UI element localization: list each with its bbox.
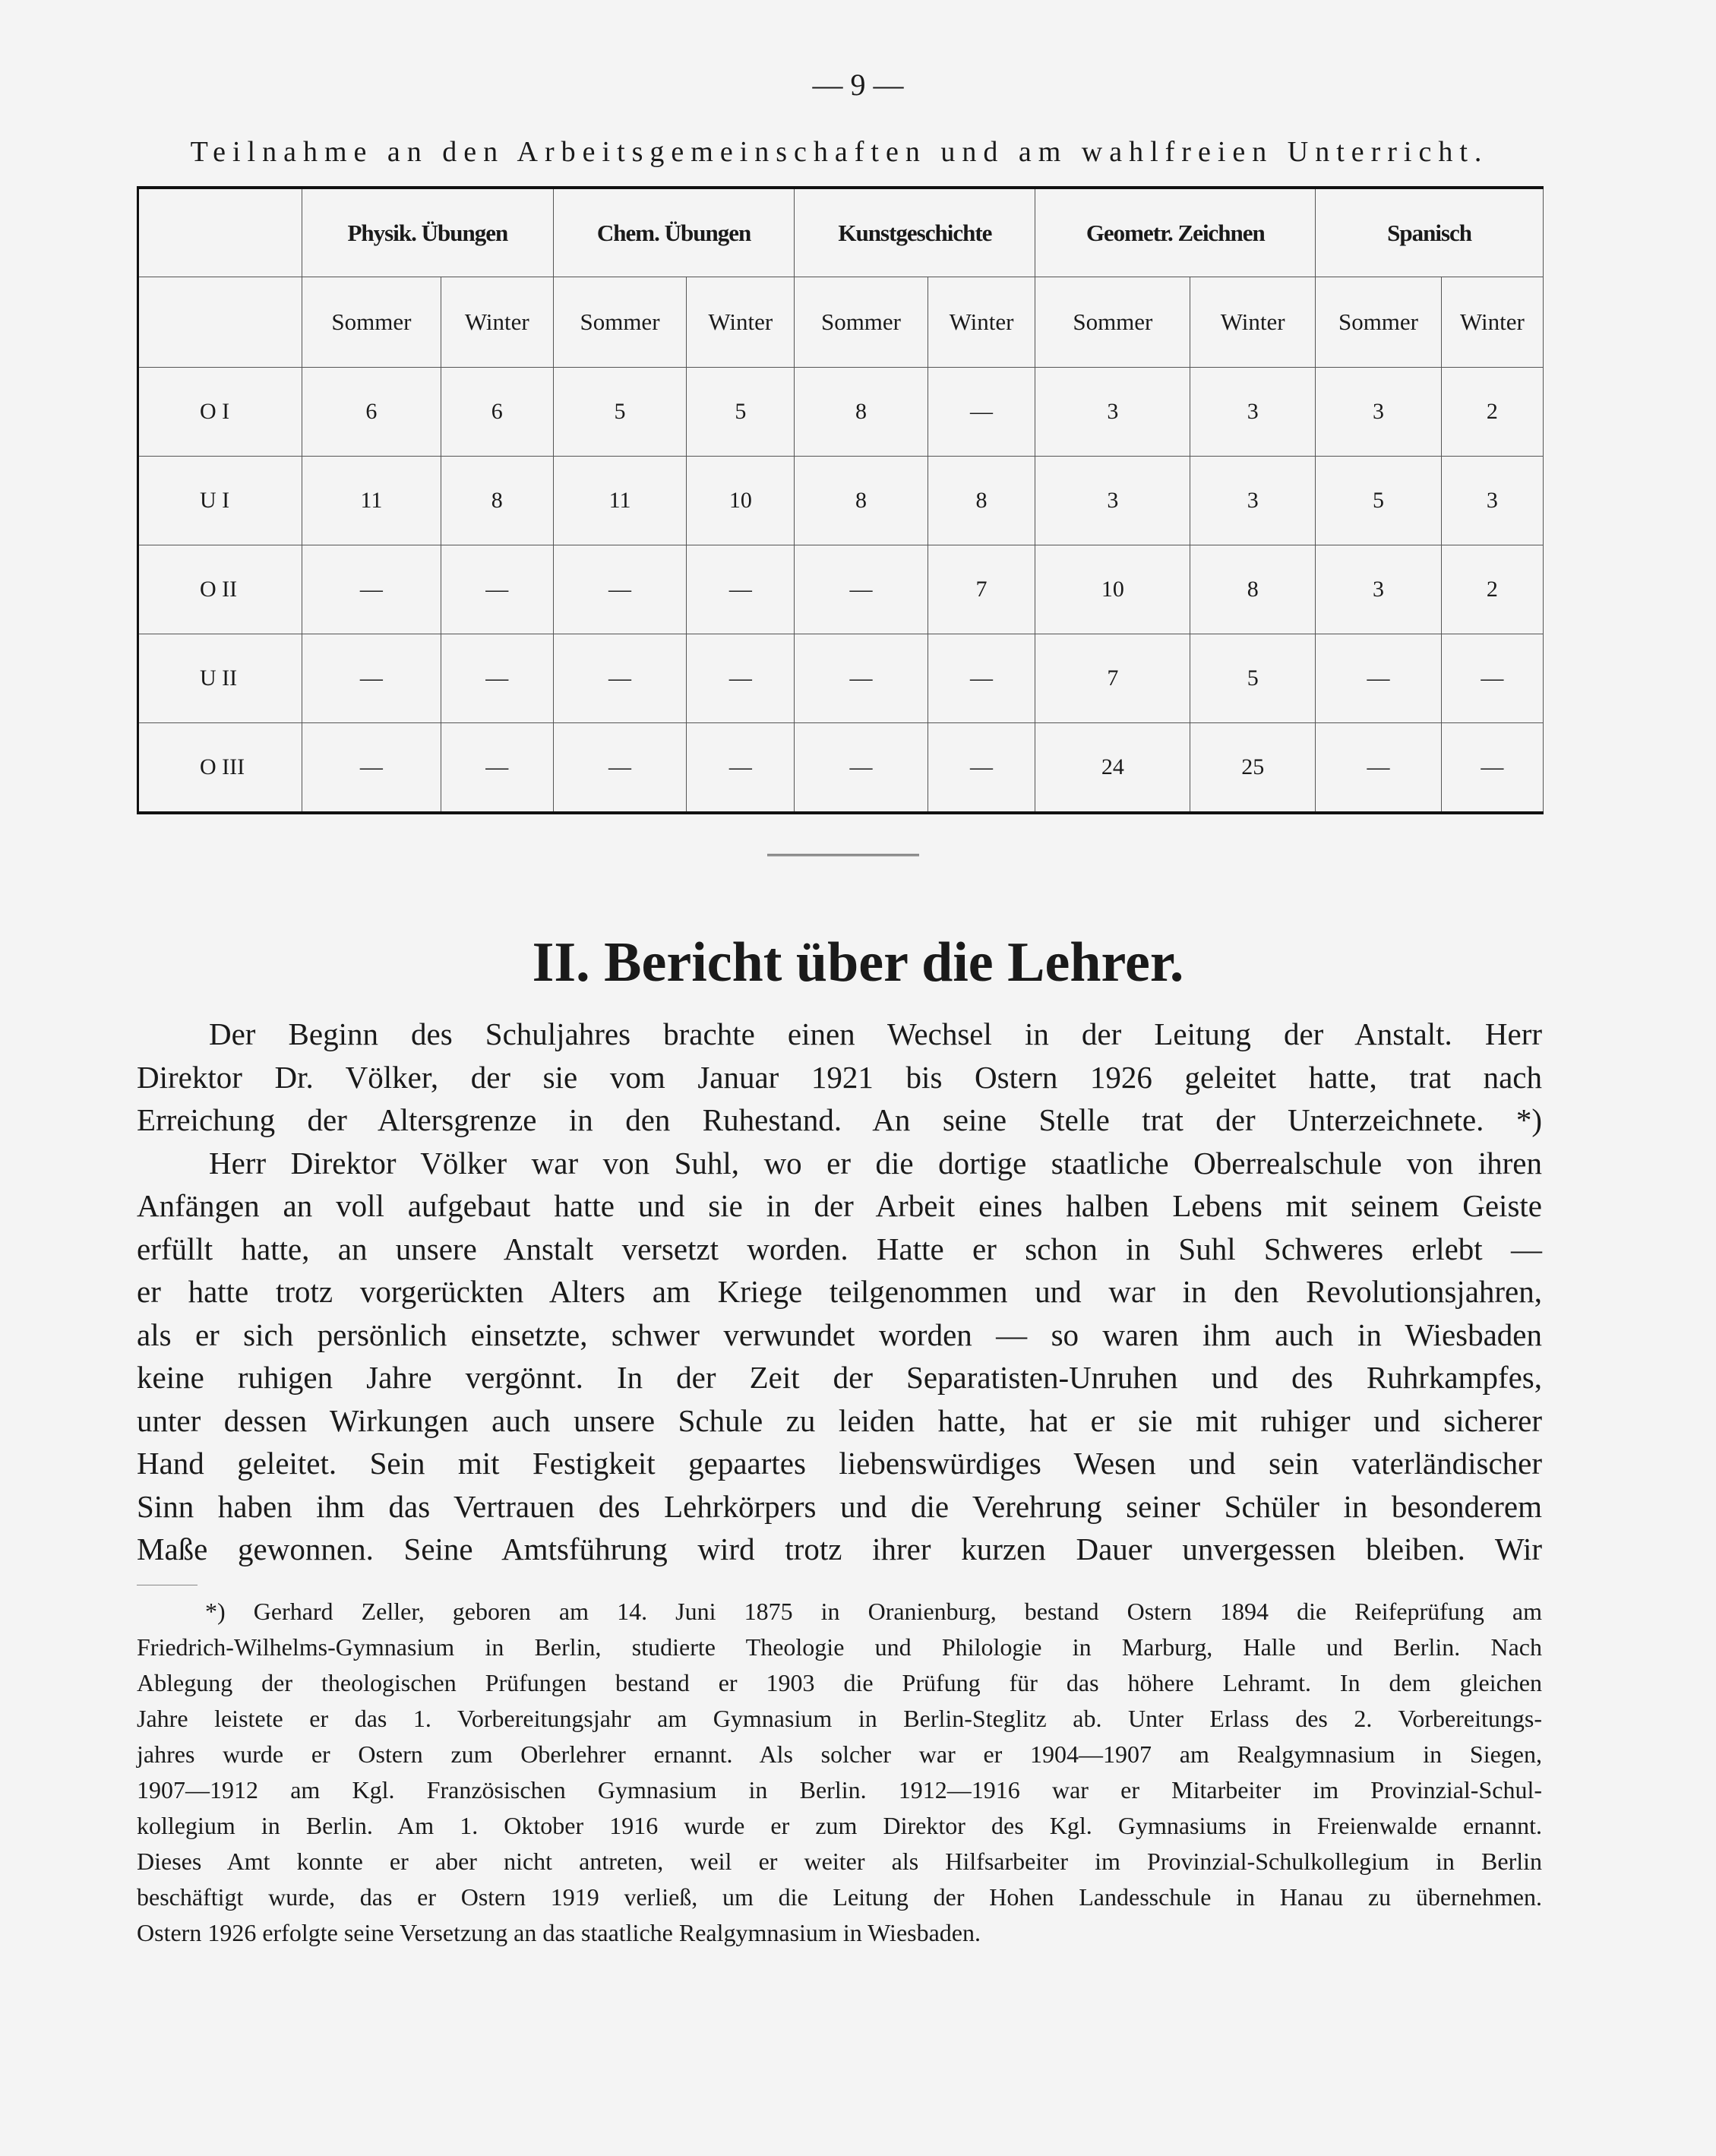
class-label: O III xyxy=(138,723,302,814)
table-row xyxy=(138,368,1544,457)
body-line-row xyxy=(137,1013,1542,1056)
header-row-subjects xyxy=(138,188,1544,277)
footnote-line: kollegium in Berlin. Am 1. Oktober 1916 wurde er zum Direktor des Kgl. Gymnasiums in Freienwalde ernannt. xyxy=(137,1812,1542,1839)
body-line: Direktor Dr. Völker, der sie vom Januar 1921 bis Ostern 1926 geleitet hatte, trat nach xyxy=(137,1059,1542,1095)
table-row xyxy=(138,723,1544,814)
table-row xyxy=(138,634,1544,723)
footnote-line: 1907—1912 am Kgl. Französischen Gymnasium in Berlin. 1912—1916 war er Mitarbeiter im Provinzial-Schul- xyxy=(137,1776,1542,1804)
body-text xyxy=(137,1013,1542,1571)
value-cell: 3 xyxy=(1190,368,1316,457)
body-line-row xyxy=(137,1399,1542,1443)
body-line: Der Beginn des Schuljahres brachte einen Wechsel in der Leitung der Anstalt. Herr xyxy=(209,1016,1542,1051)
body-line-row xyxy=(137,1485,1542,1528)
body-line-row xyxy=(137,1442,1542,1485)
body-line: Sinn haben ihm das Vertrauen des Lehrkörpers und die Verehrung seiner Schüler in besonderem xyxy=(137,1488,1542,1524)
value-cell: 24 xyxy=(1035,723,1190,814)
class-label: U II xyxy=(138,634,302,723)
body-line-row xyxy=(137,1314,1542,1357)
footnote-line: Dieses Amt konnte er aber nicht antreten, weil er weiter als Hilfsarbeiter im Provinzial-Schulkollegium in Berlin xyxy=(137,1848,1542,1875)
value-cell: — xyxy=(795,634,928,723)
subject-header: Kunstgeschichte xyxy=(795,188,1035,277)
participation-table xyxy=(137,186,1544,814)
value-cell: — xyxy=(553,723,687,814)
body-line-row xyxy=(137,1228,1542,1271)
table-row xyxy=(138,457,1544,545)
value-cell: 8 xyxy=(795,368,928,457)
corner-cell xyxy=(138,188,302,277)
value-cell: 5 xyxy=(1316,457,1442,545)
value-cell: 8 xyxy=(795,457,928,545)
subject-header: Spanisch xyxy=(1316,188,1544,277)
body-line: er hatte trotz vorgerückten Alters am Kriege teilgenommen und war in den Revolutionsjahren, xyxy=(137,1274,1542,1309)
value-cell: — xyxy=(302,634,441,723)
value-cell: 8 xyxy=(928,457,1035,545)
footnote xyxy=(137,1594,1542,1951)
footnote-line: beschäftigt wurde, das er Ostern 1919 verließ, um die Leitung der Hohen Landesschule in Hanau zu übernehmen. xyxy=(137,1883,1542,1911)
body-line-row xyxy=(137,1356,1542,1399)
value-cell: 3 xyxy=(1035,368,1190,457)
value-cell: — xyxy=(795,545,928,634)
body-line-row xyxy=(137,1528,1542,1571)
value-cell: — xyxy=(1441,723,1543,814)
body-line: erfüllt hatte, an unsere Anstalt versetzt worden. Hatte er schon in Suhl Schweres erlebt — xyxy=(137,1231,1542,1266)
value-cell: — xyxy=(553,545,687,634)
page-number: — 9 — xyxy=(812,68,904,102)
body-line: Maße gewonnen. Seine Amtsführung wird trotz ihrer kurzen Dauer unvergessen bleiben. Wir xyxy=(137,1532,1542,1566)
section-divider xyxy=(767,854,919,858)
value-cell: — xyxy=(1316,723,1442,814)
value-cell: 3 xyxy=(1035,457,1190,545)
footnote-line: Ostern 1926 erfolgte seine Versetzung an das staatliche Realgymnasium in Wiesbaden. xyxy=(137,1919,981,1946)
value-cell: — xyxy=(553,634,687,723)
value-cell: — xyxy=(687,723,795,814)
subject-header: Physik. Übungen xyxy=(302,188,554,277)
footnote-line: *) Gerhard Zeller, geboren am 14. Juni 1875 in Oranienburg, bestand Ostern 1894 die Reifeprüfung am xyxy=(205,1598,1542,1625)
body-line-row xyxy=(137,1056,1542,1099)
footnote-line: Friedrich-Wilhelms-Gymnasium in Berlin, studierte Theologie und Philologie in Marburg, Halle und Berlin. Nach xyxy=(137,1633,1542,1661)
term-header: Winter xyxy=(928,277,1035,368)
corner-cell xyxy=(138,277,302,368)
value-cell: 5 xyxy=(1190,634,1316,723)
header-row-terms xyxy=(138,277,1544,368)
footnote-line: Ablegung der theologischen Prüfungen bestand er 1903 die Prüfung für das höhere Lehramt. In dem gleichen xyxy=(137,1669,1542,1696)
term-header: Winter xyxy=(687,277,795,368)
value-cell: — xyxy=(928,723,1035,814)
value-cell: 25 xyxy=(1190,723,1316,814)
body-line: als er sich persönlich einsetzte, schwer verwundet worden — so waren ihm auch in Wiesbaden xyxy=(137,1317,1542,1352)
value-cell: — xyxy=(928,368,1035,457)
subject-header: Chem. Übungen xyxy=(553,188,795,277)
term-header: Winter xyxy=(1441,277,1543,368)
value-cell: — xyxy=(302,723,441,814)
body-line-row xyxy=(137,1184,1542,1228)
table-row xyxy=(138,545,1544,634)
value-cell: 11 xyxy=(302,457,441,545)
value-cell: 8 xyxy=(1190,545,1316,634)
value-cell: — xyxy=(687,634,795,723)
value-cell: 3 xyxy=(1190,457,1316,545)
value-cell: — xyxy=(302,545,441,634)
value-cell: 5 xyxy=(553,368,687,457)
term-header: Sommer xyxy=(553,277,687,368)
footnote-line: jahres wurde er Ostern zum Oberlehrer ernannt. Als solcher war er 1904—1907 am Realgymnasium in Siegen, xyxy=(137,1740,1542,1768)
term-header: Winter xyxy=(1190,277,1316,368)
value-cell: 6 xyxy=(302,368,441,457)
body-line: Hand geleitet. Sein mit Festigkeit gepaartes liebenswürdiges Wesen und sein vaterländischer xyxy=(137,1446,1542,1481)
value-cell: — xyxy=(928,634,1035,723)
body-line: Herr Direktor Völker war von Suhl, wo er die dortige staatliche Oberrealschule von ihren xyxy=(209,1145,1542,1181)
value-cell: 11 xyxy=(553,457,687,545)
subject-header: Geometr. Zeichnen xyxy=(1035,188,1316,277)
footnote-line: Jahre leistete er das 1. Vorbereitungsjahr am Gymnasium in Berlin-Steglitz ab. Unter Erlass des 2. Vorbereitungs- xyxy=(137,1705,1542,1732)
value-cell: 5 xyxy=(687,368,795,457)
value-cell: 6 xyxy=(441,368,553,457)
class-label: U I xyxy=(138,457,302,545)
body-line: Erreichung der Altersgrenze in den Ruhestand. An seine Stelle trat der Unterzeichnete. *) xyxy=(137,1102,1542,1137)
value-cell: — xyxy=(795,723,928,814)
body-line-row xyxy=(137,1270,1542,1314)
term-header: Sommer xyxy=(795,277,928,368)
term-header: Sommer xyxy=(1035,277,1190,368)
value-cell: — xyxy=(441,723,553,814)
value-cell: 3 xyxy=(1441,457,1543,545)
value-cell: 10 xyxy=(687,457,795,545)
value-cell: — xyxy=(687,545,795,634)
value-cell: — xyxy=(1316,634,1442,723)
class-label: O I xyxy=(138,368,302,457)
body-line: keine ruhigen Jahre vergönnt. In der Zeit der Separatisten-Unruhen und des Ruhrkampfes, xyxy=(137,1360,1542,1395)
value-cell: 7 xyxy=(1035,634,1190,723)
value-cell: — xyxy=(1441,634,1543,723)
term-header: Sommer xyxy=(302,277,441,368)
body-line: unter dessen Wirkungen auch unsere Schule zu leiden hatte, hat er sie mit ruhiger und sicherer xyxy=(137,1402,1542,1438)
value-cell: 7 xyxy=(928,545,1035,634)
value-cell: 3 xyxy=(1316,368,1442,457)
table-title: Teilnahme an den Arbeitsgemeinschaften und am wahlfreien Unterricht. xyxy=(190,136,1489,168)
class-label: O II xyxy=(138,545,302,634)
value-cell: 8 xyxy=(441,457,553,545)
value-cell: 2 xyxy=(1441,368,1543,457)
value-cell: 2 xyxy=(1441,545,1543,634)
term-header: Sommer xyxy=(1316,277,1442,368)
value-cell: — xyxy=(441,545,553,634)
section-heading: II. Bericht über die Lehrer. xyxy=(532,931,1184,994)
body-line-row xyxy=(137,1099,1542,1142)
value-cell: — xyxy=(441,634,553,723)
body-line-row xyxy=(137,1142,1542,1185)
body-line: Anfängen an voll aufgebaut hatte und sie in der Arbeit eines halben Lebens mit seinem Geiste xyxy=(137,1188,1542,1223)
value-cell: 10 xyxy=(1035,545,1190,634)
term-header: Winter xyxy=(441,277,553,368)
value-cell: 3 xyxy=(1316,545,1442,634)
